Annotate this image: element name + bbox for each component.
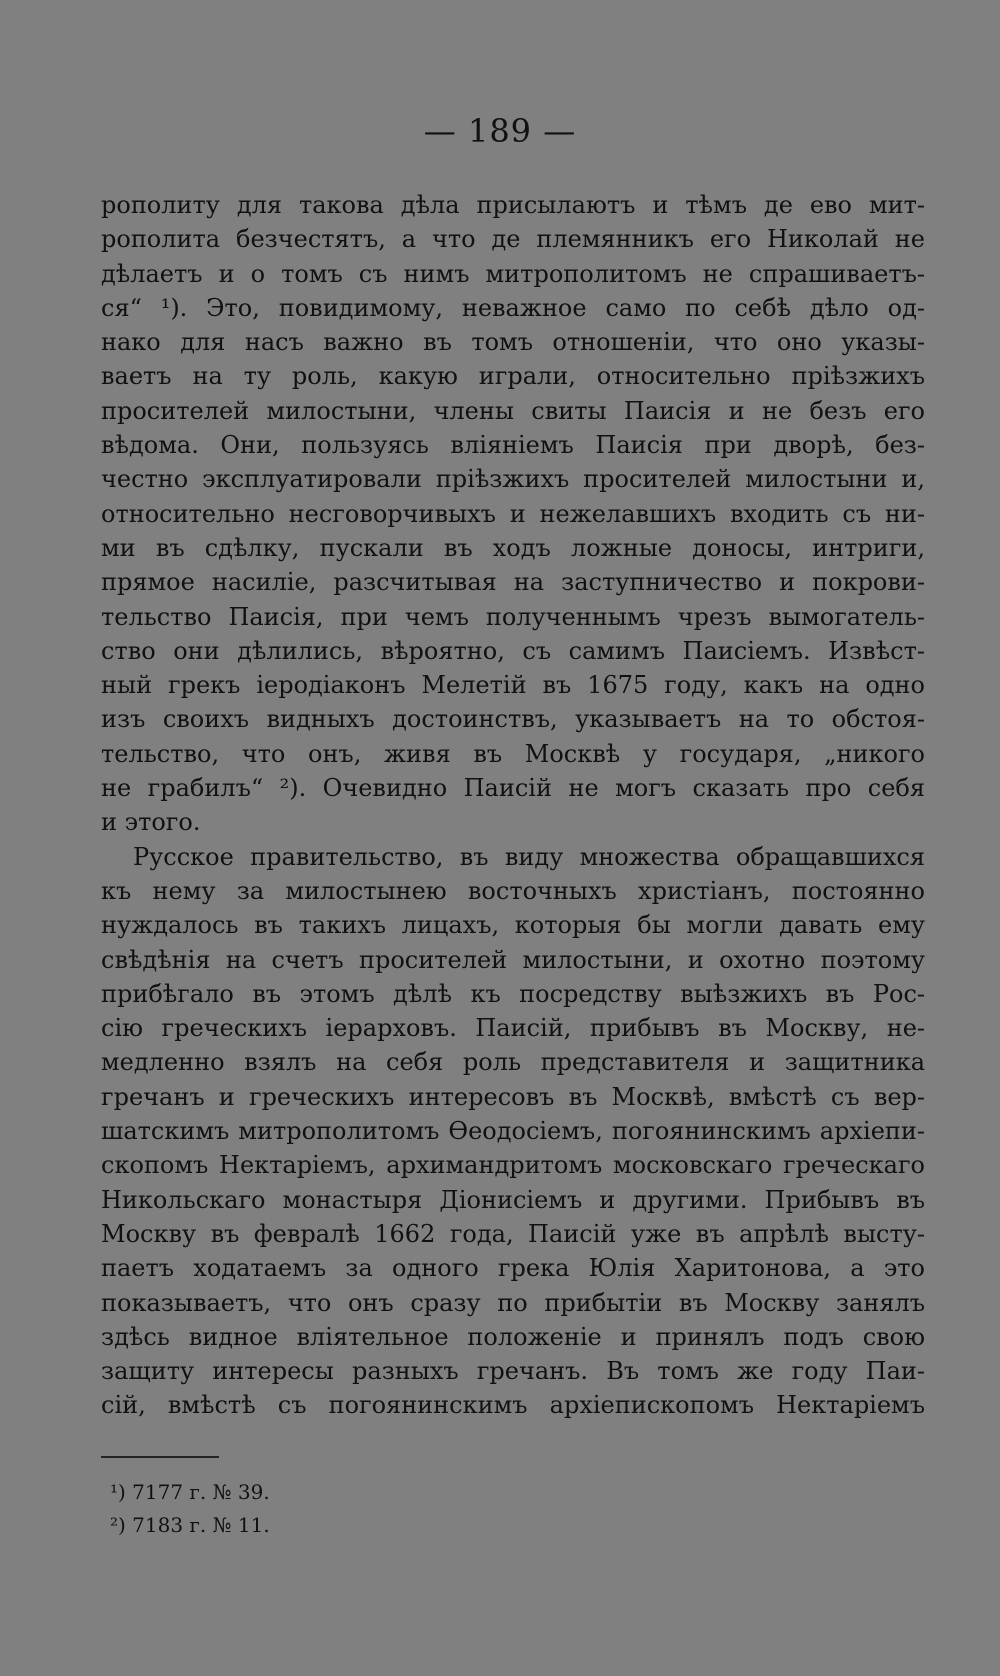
text-line: тельство Паисія, при чемъ полученнымъ чрезъ вымогатель- [101, 602, 925, 631]
page-number: — 189 — [423, 112, 577, 150]
text-line: свѣдѣнія на счетъ просителей милостыни, и охотно поэтому [101, 945, 925, 974]
text-line: дѣлаетъ и о томъ съ нимъ митрополитомъ не спрашиваетъ- [101, 259, 925, 288]
text-line: Москву въ февралѣ 1662 года, Паисій уже въ апрѣлѣ высту- [101, 1219, 925, 1248]
text-line: нако для насъ важно въ томъ отношеніи, что оно указы- [101, 328, 925, 357]
text-line: вѣдома. Они, пользуясь вліяніемъ Паисія при дворѣ, без- [101, 431, 925, 460]
text-line: защиту интересы разныхъ гречанъ. Въ томъ же году Паи- [101, 1357, 925, 1386]
text-line: ся“ ¹). Это, повидимому, неважное само по себѣ дѣло од- [101, 293, 925, 322]
text-line: сій, вмѣстѣ съ погоянинскимъ архіепископомъ Нектаріемъ [101, 1391, 925, 1420]
text-line: не грабилъ“ ²). Очевидно Паисій не могъ сказать про себя [101, 774, 925, 803]
text-line: ми въ сдѣлку, пускали въ ходъ ложные доносы, интриги, [101, 533, 925, 562]
footnote-divider [101, 1456, 219, 1458]
text-line: относительно несговорчивыхъ и нежелавшихъ входить съ ни- [101, 499, 925, 528]
text-line: изъ своихъ видныхъ достоинствъ, указываетъ на то обстоя- [101, 705, 925, 734]
footnote-2: ²) 7183 г. № 11. [110, 1513, 270, 1537]
text-line: нуждалось въ такихъ лицахъ, которыя бы могли давать ему [101, 911, 925, 940]
text-line: гречанъ и греческихъ интересовъ въ Москвѣ, вмѣстѣ съ вер- [101, 1082, 925, 1111]
footnote-1: ¹) 7177 г. № 39. [110, 1480, 270, 1504]
text-line: шатскимъ митрополитомъ Ѳеодосіемъ, погоянинскимъ архіепи- [101, 1117, 925, 1146]
text-line: прямое насиліе, разсчитывая на заступничество и покрови- [101, 568, 925, 597]
text-line: ваетъ на ту роль, какую играли, относительно пріѣзжихъ [101, 362, 925, 391]
text-line: къ нему за милостынею восточныхъ христіанъ, постоянно [101, 876, 925, 905]
text-line: сію греческихъ іерарховъ. Паисій, прибывъ въ Москву, не- [101, 1014, 925, 1043]
text-line: паетъ ходатаемъ за одного грека Юлія Харитонова, а это [101, 1254, 925, 1283]
text-line: скопомъ Нектаріемъ, архимандритомъ московскаго греческаго [101, 1151, 925, 1180]
text-line: ство они дѣлились, вѣроятно, съ самимъ Паисіемъ. Извѣст- [101, 636, 925, 665]
text-line: рополита безчестятъ, а что де племянникъ его Николай не [101, 225, 925, 254]
text-line: прибѣгало въ этомъ дѣлѣ къ посредству выѣзжихъ въ Рос- [101, 979, 925, 1008]
footnotes [110, 1476, 270, 1542]
body-text [101, 188, 925, 1423]
text-line: медленно взялъ на себя роль представителя и защитника [101, 1048, 925, 1077]
text-line: честно эксплуатировали пріѣзжихъ просителей милостыни и, [101, 465, 925, 494]
text-line: просителей милостыни, члены свиты Паисія и не безъ его [101, 396, 925, 425]
text-line: ный грекъ іеродіаконъ Мелетій въ 1675 году, какъ на одно [101, 671, 925, 700]
text-line: тельство, что онъ, живя въ Москвѣ у государя, „никого [101, 739, 925, 768]
text-line: показываетъ, что онъ сразу по прибытіи въ Москву занялъ [101, 1288, 925, 1317]
text-line: здѣсь видное вліятельное положеніе и принялъ подъ свою [101, 1322, 925, 1351]
paragraph-start-line: Русское правительство, въ виду множества обращавшихся [133, 842, 925, 871]
paragraph-end-line: и этого. [101, 808, 201, 837]
text-line: Никольскаго монастыря Діонисіемъ и другими. Прибывъ въ [101, 1185, 925, 1214]
text-line: рополиту для такова дѣла присылаютъ и тѣмъ де ево мит- [101, 191, 925, 219]
